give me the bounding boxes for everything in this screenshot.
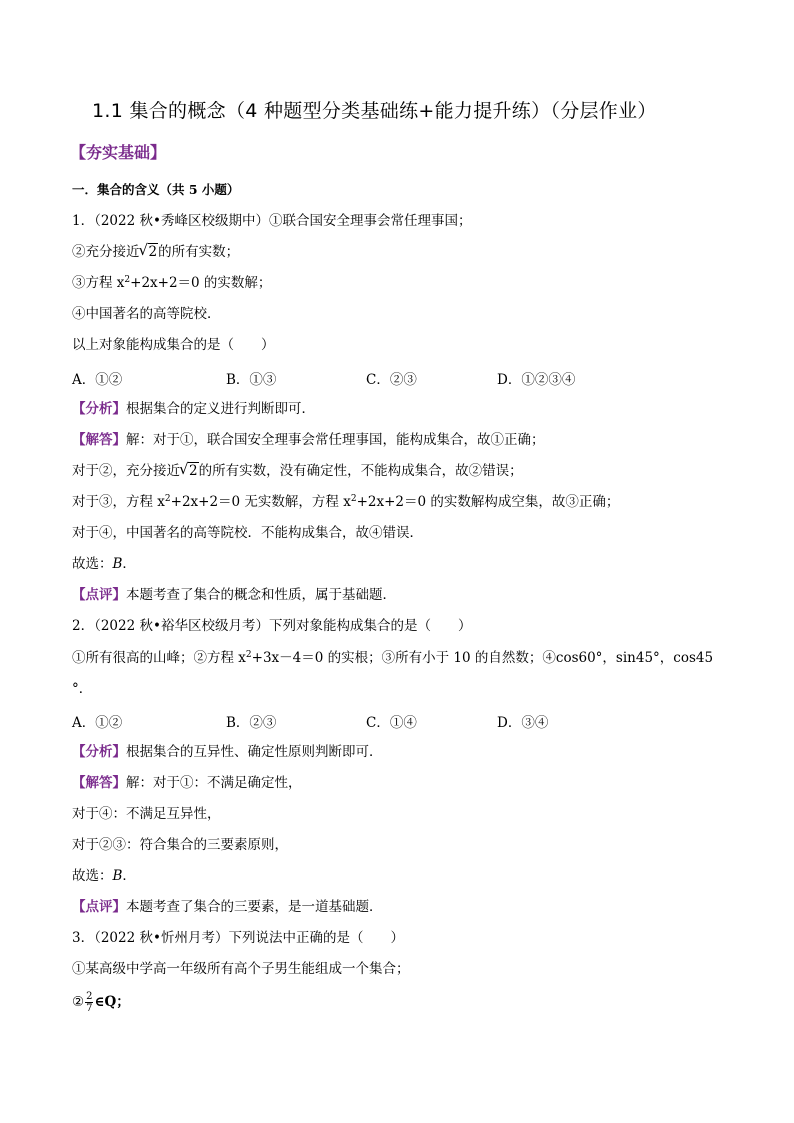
q1-answer-line-3: 对于③，方程 $x^2+2x+2=0$ 无实数解，方程 $x^2+2x+2=0$ 的实数解构成空集，故③正确；: [72, 494, 620, 510]
page-title: 1.1 集合的概念（4 种题型分类基础练+能力提升练）（分层作业）: [92, 100, 657, 122]
q2-items-cont: °．: [72, 681, 93, 697]
q1-stem: 以上对象能构成集合的是（ ）: [72, 337, 275, 353]
q2-choice: 故选：B．: [72, 868, 136, 884]
q1-analysis: 【分析】根据集合的定义进行判断即可．: [72, 401, 315, 417]
section-heading: 一．集合的含义（共 5 小题）: [72, 182, 240, 197]
q1-answer-line-4: 对于④，中国著名的高等院校．不能构成集合，故④错误．: [72, 525, 423, 541]
sqrt-2: √ 2: [180, 462, 199, 480]
q1-header: [72, 212, 471, 230]
q2-option-b: B．②③: [226, 715, 277, 731]
q1-option-b: B．①③: [226, 372, 277, 388]
q1-answer-line-1: 【解答】解：对于①，联合国安全理事会常任理事国，能构成集合，故①正确；: [72, 432, 545, 448]
q1-choice: 故选：B．: [72, 556, 136, 572]
q2-analysis: 【分析】根据集合的互异性、确定性原则判断即可．: [72, 744, 383, 760]
q2-header: 2．（2022 秋•裕华区校级月考）下列对象能构成集合的是（ ）: [72, 618, 472, 634]
q1-option-d: D．①②③④: [497, 372, 576, 388]
q2-answer-line-2: 对于④：不满足互异性，: [72, 806, 221, 822]
q3-header: 3．（2022 秋•忻州月考）下列说法中正确的是（ ）: [72, 930, 404, 946]
q3-item-1: ①某高级中学高一年级所有高个子男生能组成一个集合；: [72, 961, 410, 977]
fraction: $\frac{2}{7}$: [86, 991, 93, 1014]
q1-answer-line-2: 对于②，充分接近√ 2的所有实数，没有确定性，不能构成集合，故②错误；: [72, 462, 523, 480]
q1-item-4: ④中国著名的高等院校．: [72, 306, 221, 322]
q1-option-c: C．②③: [366, 372, 417, 388]
q1-source: （2022 秋•秀峰区校级期中）: [94, 213, 269, 229]
q1-option-a: A．①②: [72, 372, 123, 388]
q1-item-1: ①联合国安全理事会常任理事国；: [268, 213, 472, 229]
sqrt-2: √ 2: [140, 243, 159, 261]
q2-answer-line-3: 对于②③：符合集合的三要素原则，: [72, 837, 288, 853]
q1-comment: 【点评】本题考查了集合的概念和性质，属于基础题．: [72, 587, 396, 603]
q1-number: 1．: [72, 213, 95, 229]
q1-item-3: ③方程 $x^2+2x+2=0$ 的实数解；: [72, 275, 272, 291]
q1-item-2: ②充分接近√ 2的所有实数；: [72, 243, 239, 261]
q2-answer-line-1: 【解答】解：对于①：不满足确定性，: [72, 775, 302, 791]
q2-items: ①所有很高的山峰；②方程 $x^2+3x-4=0$ 的实根；③所有小于 10 的自然数；④cos60°，sin45°，cos45: [72, 650, 714, 666]
q2-comment: 【点评】本题考查了集合的三要素，是一道基础题．: [72, 899, 383, 915]
q2-option-c: C．①④: [366, 715, 417, 731]
q2-option-a: A．①②: [72, 715, 123, 731]
q3-item-2: ② $\frac{2}{7}$ ∈Q；: [72, 991, 130, 1014]
q2-option-d: D．③④: [497, 715, 549, 731]
section-tag: 【夯实基础】: [70, 143, 167, 162]
